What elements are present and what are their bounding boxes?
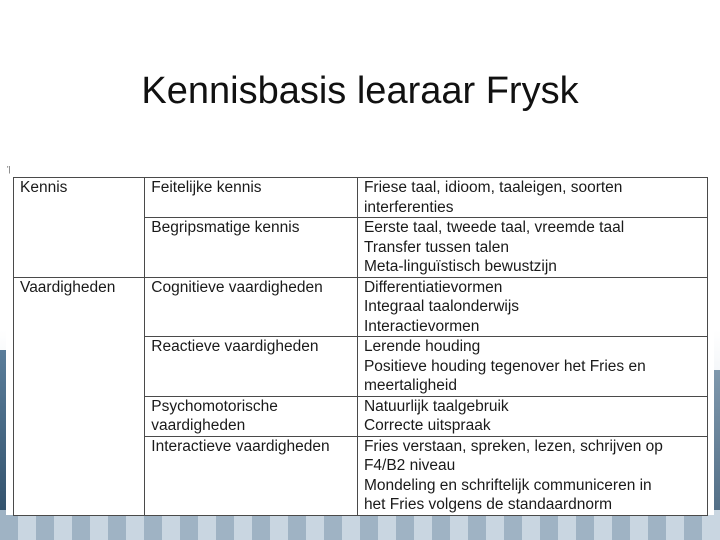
content-line: Positieve houding tegenover het Fries en bbox=[363, 357, 646, 375]
corner-mark: '| bbox=[7, 165, 11, 174]
category-cell bbox=[14, 178, 145, 278]
content-cell bbox=[357, 337, 707, 397]
subcategory-cell bbox=[145, 396, 358, 436]
knowledge-base-table bbox=[13, 177, 708, 516]
table-row bbox=[14, 178, 708, 218]
subcategory-line: Reactieve vaardigheden bbox=[151, 338, 319, 355]
subcategory-cell bbox=[145, 277, 358, 337]
category-label: Kennis bbox=[20, 179, 68, 196]
content-line: Eerste taal, tweede taal, vreemde taal bbox=[363, 219, 625, 236]
content-line: Interactievormen bbox=[363, 317, 480, 335]
category-label: Vaardigheden bbox=[20, 278, 116, 296]
subcategory-cell bbox=[145, 218, 358, 278]
slide-title: Kennisbasis learaar Frysk bbox=[141, 70, 579, 112]
table-panel bbox=[6, 167, 714, 515]
content-line: F4/B2 niveau bbox=[363, 457, 456, 474]
subcategory-line: Cognitieve vaardigheden bbox=[151, 278, 323, 296]
subcategory-cell bbox=[145, 178, 358, 218]
table-row bbox=[14, 277, 708, 337]
content-line: Transfer tussen talen bbox=[363, 238, 509, 256]
content-line: Mondeling en schriftelijk communiceren in bbox=[363, 476, 652, 494]
content-line: Correcte uitspraak bbox=[363, 417, 491, 434]
content-cell bbox=[357, 396, 707, 436]
content-line: Natuurlijk taalgebruik bbox=[363, 397, 509, 415]
content-line: het Fries volgens de standaardnorm bbox=[363, 496, 613, 513]
content-line: Friese taal, idioom, taaleigen, soorten bbox=[363, 179, 623, 196]
content-cell bbox=[357, 277, 707, 337]
content-cell bbox=[357, 178, 707, 218]
subcategory-line: Interactieve vaardigheden bbox=[151, 437, 330, 455]
content-line: Meta-linguïstisch bewustzijn bbox=[363, 258, 557, 275]
subcategory-cell bbox=[145, 436, 358, 515]
subcategory-cell bbox=[145, 337, 358, 397]
content-cell bbox=[357, 436, 707, 515]
content-line: interferenties bbox=[363, 198, 454, 216]
subcategory-line: Feitelijke kennis bbox=[151, 179, 262, 196]
subcategory-line: Begripsmatige kennis bbox=[151, 219, 300, 236]
category-cell bbox=[14, 277, 145, 515]
subcategory-line: vaardigheden bbox=[151, 417, 246, 434]
content-line: Lerende houding bbox=[363, 338, 481, 355]
content-line: Fries verstaan, spreken, lezen, schrijven op bbox=[363, 437, 663, 455]
subcategory-line: Psychomotorische bbox=[151, 397, 278, 415]
content-cell bbox=[357, 218, 707, 278]
content-line: Integraal taalonderwijs bbox=[363, 298, 520, 315]
content-line: meertaligheid bbox=[363, 377, 457, 394]
content-line: Differentiatievormen bbox=[363, 278, 503, 296]
